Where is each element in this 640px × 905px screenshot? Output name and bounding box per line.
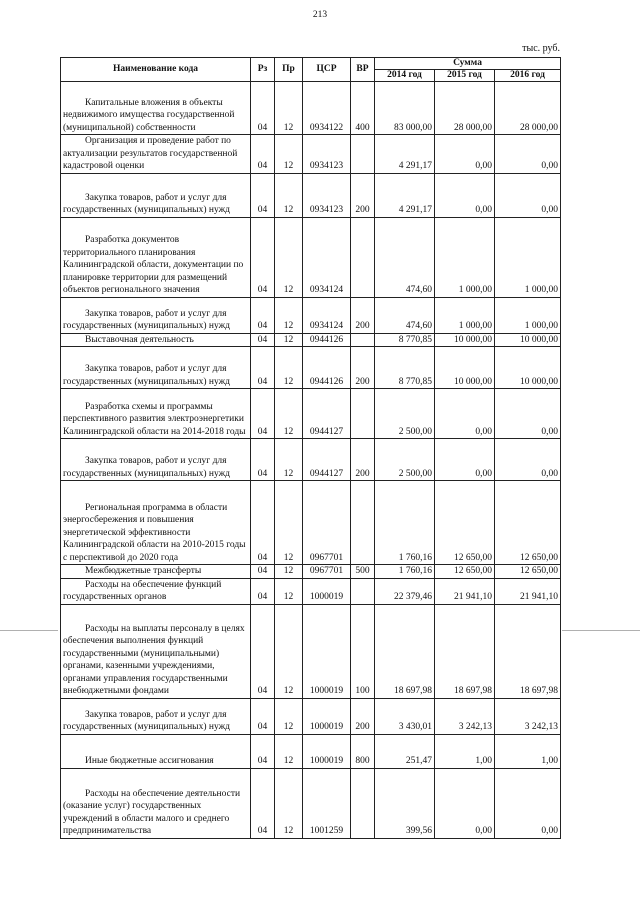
cell-rz: 04 — [251, 565, 275, 579]
table-row — [61, 135, 561, 174]
cell-pr: 12 — [275, 217, 303, 297]
table-row — [61, 297, 561, 333]
cell-2014: 22 379,46 — [375, 578, 435, 604]
cell-pr: 12 — [275, 82, 303, 135]
cell-2014: 2 500,00 — [375, 389, 435, 439]
cell-vr — [351, 217, 375, 297]
cell-rz: 04 — [251, 217, 275, 297]
cell-2016: 0,00 — [495, 768, 561, 838]
cell-name — [61, 135, 251, 174]
header-sum: Сумма — [375, 58, 561, 70]
budget-table — [60, 57, 561, 839]
cell-vr: 200 — [351, 698, 375, 734]
cell-name — [61, 734, 251, 768]
cell-2014: 399,56 — [375, 768, 435, 838]
header-pr: Пр — [275, 58, 303, 82]
cell-2014: 83 000,00 — [375, 82, 435, 135]
cell-2015: 10 000,00 — [435, 347, 495, 389]
cell-2015: 18 697,98 — [435, 604, 495, 698]
table-row — [61, 333, 561, 347]
cell-rz: 04 — [251, 578, 275, 604]
cell-rz: 04 — [251, 389, 275, 439]
cell-vr: 800 — [351, 734, 375, 768]
cell-2016: 0,00 — [495, 389, 561, 439]
header-rz: Рз — [251, 58, 275, 82]
cell-name — [61, 768, 251, 838]
cell-2016: 28 000,00 — [495, 82, 561, 135]
cell-vr: 100 — [351, 604, 375, 698]
cell-2016: 0,00 — [495, 439, 561, 481]
cell-rz: 04 — [251, 604, 275, 698]
cell-2016: 1 000,00 — [495, 217, 561, 297]
cell-2015: 1 000,00 — [435, 217, 495, 297]
table-row — [61, 347, 561, 389]
cell-rz: 04 — [251, 768, 275, 838]
header-year-2015: 2015 год — [435, 70, 495, 82]
cell-2016: 10 000,00 — [495, 333, 561, 347]
cell-2014: 3 430,01 — [375, 698, 435, 734]
cell-rz: 04 — [251, 481, 275, 565]
cell-2014: 4 291,17 — [375, 135, 435, 174]
cell-rz: 04 — [251, 297, 275, 333]
row-label: Организация и проведение работ по актуализации результатов государственной кадастровой оценки — [63, 136, 238, 171]
units-label: тыс. руб. — [522, 43, 560, 54]
cell-2015: 12 650,00 — [435, 565, 495, 579]
cell-name — [61, 604, 251, 698]
table-row — [61, 481, 561, 565]
cell-csr: 0944127 — [303, 389, 351, 439]
cell-2014: 8 770,85 — [375, 347, 435, 389]
table-row — [61, 565, 561, 579]
row-label: Закупка товаров, работ и услуг для государственных (муниципальных) нужд — [63, 308, 230, 331]
cell-csr: 0934124 — [303, 217, 351, 297]
cell-2015: 12 650,00 — [435, 481, 495, 565]
table-row — [61, 439, 561, 481]
table-row — [61, 578, 561, 604]
cell-pr: 12 — [275, 333, 303, 347]
scan-artifact-right — [562, 630, 640, 631]
cell-csr: 1000019 — [303, 698, 351, 734]
cell-2015: 1,00 — [435, 734, 495, 768]
cell-rz: 04 — [251, 82, 275, 135]
cell-2015: 0,00 — [435, 173, 495, 217]
row-label: Закупка товаров, работ и услуг для государственных (муниципальных) нужд — [63, 456, 230, 479]
cell-2014: 474,60 — [375, 297, 435, 333]
cell-csr: 1001259 — [303, 768, 351, 838]
row-label: Закупка товаров, работ и услуг для государственных (муниципальных) нужд — [63, 709, 230, 732]
cell-2015: 1 000,00 — [435, 297, 495, 333]
cell-vr — [351, 578, 375, 604]
cell-2014: 8 770,85 — [375, 333, 435, 347]
cell-2015: 28 000,00 — [435, 82, 495, 135]
cell-vr: 500 — [351, 565, 375, 579]
cell-rz: 04 — [251, 439, 275, 481]
cell-csr: 0944127 — [303, 439, 351, 481]
cell-name — [61, 389, 251, 439]
scan-artifact-left — [0, 630, 58, 631]
table-row — [61, 82, 561, 135]
cell-2016: 3 242,13 — [495, 698, 561, 734]
cell-2016: 18 697,98 — [495, 604, 561, 698]
cell-2016: 0,00 — [495, 135, 561, 174]
cell-name — [61, 217, 251, 297]
table-body — [61, 82, 561, 839]
cell-csr: 0934122 — [303, 82, 351, 135]
cell-vr: 200 — [351, 173, 375, 217]
cell-vr — [351, 135, 375, 174]
table-row — [61, 604, 561, 698]
table-row — [61, 768, 561, 838]
cell-2014: 4 291,17 — [375, 173, 435, 217]
cell-2014: 18 697,98 — [375, 604, 435, 698]
cell-csr: 0967701 — [303, 565, 351, 579]
row-label: Региональная программа в области энергосбережения и повышения энергетической эффективности Калининградской области на 2010-2015 годы с перспективой до 2020 года — [63, 502, 246, 563]
cell-pr: 12 — [275, 698, 303, 734]
cell-2015: 0,00 — [435, 389, 495, 439]
cell-rz: 04 — [251, 347, 275, 389]
cell-pr: 12 — [275, 347, 303, 389]
cell-vr: 200 — [351, 297, 375, 333]
cell-pr: 12 — [275, 578, 303, 604]
cell-rz: 04 — [251, 135, 275, 174]
row-label: Расходы на обеспечение функций государственных органов — [63, 579, 222, 602]
cell-csr: 0934123 — [303, 135, 351, 174]
cell-2014: 2 500,00 — [375, 439, 435, 481]
row-label: Выставочная деятельность — [85, 334, 194, 345]
row-label: Разработка схемы и программы перспективного развития электроэнергетики Калининградской области на 2014-2018 годы — [63, 401, 246, 437]
cell-2014: 1 760,16 — [375, 481, 435, 565]
cell-rz: 04 — [251, 333, 275, 347]
cell-rz: 04 — [251, 698, 275, 734]
cell-2015: 3 242,13 — [435, 698, 495, 734]
header-csr: ЦСР — [303, 58, 351, 82]
cell-vr — [351, 389, 375, 439]
row-label: Закупка товаров, работ и услуг для государственных (муниципальных) нужд — [63, 364, 230, 387]
cell-vr: 400 — [351, 82, 375, 135]
cell-2015: 0,00 — [435, 768, 495, 838]
cell-rz: 04 — [251, 734, 275, 768]
cell-2016: 12 650,00 — [495, 481, 561, 565]
cell-name — [61, 173, 251, 217]
table-row — [61, 698, 561, 734]
cell-pr: 12 — [275, 297, 303, 333]
cell-2015: 0,00 — [435, 439, 495, 481]
cell-csr: 1000019 — [303, 604, 351, 698]
cell-pr: 12 — [275, 173, 303, 217]
cell-csr: 0944126 — [303, 333, 351, 347]
cell-csr: 0944126 — [303, 347, 351, 389]
header-vr: ВР — [351, 58, 375, 82]
cell-name — [61, 347, 251, 389]
row-label: Межбюджетные трансферты — [85, 566, 202, 576]
cell-csr: 1000019 — [303, 578, 351, 604]
cell-vr — [351, 333, 375, 347]
cell-vr — [351, 481, 375, 565]
table-row — [61, 217, 561, 297]
header-year-2016: 2016 год — [495, 70, 561, 82]
cell-2016: 1,00 — [495, 734, 561, 768]
cell-2014: 1 760,16 — [375, 565, 435, 579]
cell-name — [61, 481, 251, 565]
cell-name — [61, 578, 251, 604]
header-name: Наименование кода — [61, 58, 251, 82]
row-label: Закупка товаров, работ и услуг для государственных (муниципальных) нужд — [63, 192, 230, 215]
cell-pr: 12 — [275, 135, 303, 174]
cell-rz: 04 — [251, 173, 275, 217]
row-label: Расходы на выплаты персоналу в целях обеспечения выполнения функций государственными (муниципальными) органами, казенными учреждениями, органами управления государственными внебюджетными фондами — [63, 623, 245, 696]
cell-pr: 12 — [275, 734, 303, 768]
cell-2014: 474,60 — [375, 217, 435, 297]
cell-name — [61, 698, 251, 734]
cell-vr: 200 — [351, 439, 375, 481]
cell-name — [61, 439, 251, 481]
cell-name — [61, 565, 251, 579]
row-label: Разработка документов территориального планирования Калининградской области, документации по планировке территории для размещений объектов регионального значения — [63, 235, 244, 295]
cell-2015: 21 941,10 — [435, 578, 495, 604]
cell-pr: 12 — [275, 481, 303, 565]
cell-vr: 200 — [351, 347, 375, 389]
cell-2016: 21 941,10 — [495, 578, 561, 604]
cell-2016: 0,00 — [495, 173, 561, 217]
row-label: Капитальные вложения в объекты недвижимого имущества государственной (муниципальной) собственности — [63, 97, 235, 133]
cell-csr: 1000019 — [303, 734, 351, 768]
table-row — [61, 734, 561, 768]
cell-name — [61, 297, 251, 333]
row-label: Расходы на обеспечение деятельности (оказание услуг) государственных учреждений в области малого и среднего предпринимательства — [63, 788, 241, 836]
cell-pr: 12 — [275, 768, 303, 838]
cell-2015: 0,00 — [435, 135, 495, 174]
cell-pr: 12 — [275, 565, 303, 579]
cell-name — [61, 333, 251, 347]
cell-csr: 0934124 — [303, 297, 351, 333]
cell-2014: 251,47 — [375, 734, 435, 768]
cell-2015: 10 000,00 — [435, 333, 495, 347]
cell-pr: 12 — [275, 389, 303, 439]
cell-2016: 1 000,00 — [495, 297, 561, 333]
table-row — [61, 389, 561, 439]
header-year-2014: 2014 год — [375, 70, 435, 82]
cell-name — [61, 82, 251, 135]
cell-pr: 12 — [275, 604, 303, 698]
cell-pr: 12 — [275, 439, 303, 481]
cell-2016: 10 000,00 — [495, 347, 561, 389]
cell-csr: 0934123 — [303, 173, 351, 217]
page-number: 213 — [312, 10, 328, 20]
cell-vr — [351, 768, 375, 838]
table-row — [61, 173, 561, 217]
cell-csr: 0967701 — [303, 481, 351, 565]
row-label: Иные бюджетные ассигнования — [85, 756, 214, 766]
cell-2016: 12 650,00 — [495, 565, 561, 579]
